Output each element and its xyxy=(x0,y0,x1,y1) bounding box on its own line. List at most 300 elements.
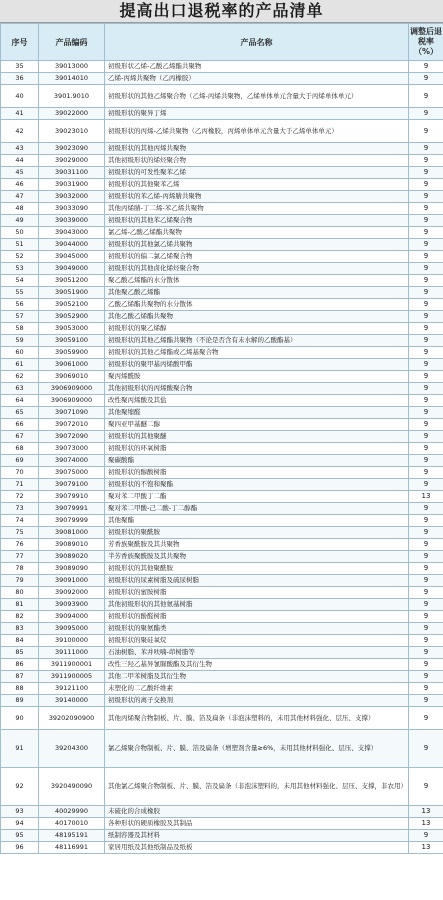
cell-rate: 9 xyxy=(409,61,443,73)
cell-code: 39089090 xyxy=(39,563,105,575)
cell-rate: 9 xyxy=(409,707,443,730)
table-row xyxy=(1,239,443,251)
cell-name: 家居用纸及其他纸制品及纸板 xyxy=(105,842,409,854)
cell-index: 84 xyxy=(1,635,39,647)
table-row xyxy=(1,227,443,239)
cell-name: 初级形状的其他苯乙烯聚合物 xyxy=(105,215,409,227)
cell-code: 3906909000 xyxy=(39,395,105,407)
table-row xyxy=(1,539,443,551)
cell-name: 聚对苯二甲酸丁二酯 xyxy=(105,491,409,503)
table-row xyxy=(1,191,443,203)
cell-code: 3906909000 xyxy=(39,383,105,395)
cell-name: 各种形状的硬质橡胶及其制品 xyxy=(105,818,409,830)
cell-name: 其他氯乙烯聚合物制板、片、膜、箔及扁条（非泡沫塑料的，未用其他材料强化、层压、支撑，非农用） xyxy=(105,768,409,806)
cell-index: 95 xyxy=(1,830,39,842)
cell-name: 其他聚缩醛 xyxy=(105,407,409,419)
header-name: 产品名称 xyxy=(105,24,409,61)
cell-index: 63 xyxy=(1,383,39,395)
cell-name: 初级形状的其他卤化烯烃聚合物 xyxy=(105,263,409,275)
cell-rate: 9 xyxy=(409,203,443,215)
cell-code: 39032000 xyxy=(39,191,105,203)
cell-code: 39053000 xyxy=(39,323,105,335)
cell-index: 50 xyxy=(1,227,39,239)
cell-code: 39121100 xyxy=(39,683,105,695)
table-row xyxy=(1,587,443,599)
cell-code: 39089020 xyxy=(39,551,105,563)
cell-index: 71 xyxy=(1,479,39,491)
cell-index: 47 xyxy=(1,191,39,203)
table-row xyxy=(1,647,443,659)
cell-rate: 9 xyxy=(409,659,443,671)
cell-rate: 9 xyxy=(409,407,443,419)
cell-name: 其他聚酯 xyxy=(105,515,409,527)
cell-code: 39052100 xyxy=(39,299,105,311)
cell-index: 68 xyxy=(1,443,39,455)
table-row xyxy=(1,395,443,407)
cell-code: 39044000 xyxy=(39,239,105,251)
cell-code: 40029990 xyxy=(39,806,105,818)
table-row xyxy=(1,431,443,443)
cell-index: 90 xyxy=(1,707,39,730)
cell-code: 39111000 xyxy=(39,647,105,659)
cell-rate: 9 xyxy=(409,311,443,323)
cell-index: 54 xyxy=(1,275,39,287)
cell-index: 94 xyxy=(1,818,39,830)
cell-rate: 9 xyxy=(409,467,443,479)
table-row xyxy=(1,108,443,120)
cell-index: 61 xyxy=(1,359,39,371)
table-row xyxy=(1,551,443,563)
cell-rate: 9 xyxy=(409,85,443,108)
cell-code: 39204300 xyxy=(39,730,105,768)
cell-code: 39081000 xyxy=(39,527,105,539)
cell-index: 70 xyxy=(1,467,39,479)
cell-code: 39075000 xyxy=(39,467,105,479)
cell-name: 初级形状的聚酰胺 xyxy=(105,527,409,539)
table-row xyxy=(1,683,443,695)
cell-code: 39095000 xyxy=(39,623,105,635)
header-rate: 调整后退税率（%） xyxy=(409,24,443,61)
cell-name: 初级形状的其他氯乙烯共聚物 xyxy=(105,239,409,251)
cell-rate: 13 xyxy=(409,806,443,818)
cell-code: 39140000 xyxy=(39,695,105,707)
table-row xyxy=(1,635,443,647)
cell-index: 73 xyxy=(1,503,39,515)
cell-code: 3920490090 xyxy=(39,768,105,806)
cell-code: 48116991 xyxy=(39,842,105,854)
cell-index: 60 xyxy=(1,347,39,359)
cell-name: 其他初级形状的烯烃聚合物 xyxy=(105,155,409,167)
cell-rate: 13 xyxy=(409,842,443,854)
cell-name: 聚对苯二甲酸-己二酸-丁二醇酯 xyxy=(105,503,409,515)
table-row xyxy=(1,120,443,143)
cell-code: 48195191 xyxy=(39,830,105,842)
cell-rate: 9 xyxy=(409,120,443,143)
cell-index: 74 xyxy=(1,515,39,527)
cell-rate: 9 xyxy=(409,275,443,287)
cell-name: 初级形状的其他乙烯聚合物（乙烯-丙烯共聚物，乙烯单体单元含量大于丙烯单体单元） xyxy=(105,85,409,108)
cell-name: 聚乙酸乙烯酯的水分散体 xyxy=(105,275,409,287)
table-row xyxy=(1,830,443,842)
cell-name: 初级形状的苯乙烯-丙烯腈共聚物 xyxy=(105,191,409,203)
cell-code: 39049000 xyxy=(39,263,105,275)
table-row xyxy=(1,842,443,854)
cell-name: 初级形状的聚氨酯类 xyxy=(105,623,409,635)
cell-rate: 9 xyxy=(409,527,443,539)
cell-code: 39072010 xyxy=(39,419,105,431)
cell-code: 39059100 xyxy=(39,335,105,347)
table-row xyxy=(1,143,443,155)
cell-rate: 9 xyxy=(409,539,443,551)
sheet-title: 提高出口退税率的产品清单 xyxy=(0,0,443,23)
table-row xyxy=(1,299,443,311)
cell-rate: 9 xyxy=(409,730,443,768)
table-row xyxy=(1,287,443,299)
table-row xyxy=(1,515,443,527)
cell-name: 初级形状的尿素树脂及硫尿树脂 xyxy=(105,575,409,587)
cell-code: 39023010 xyxy=(39,120,105,143)
cell-code: 39079910 xyxy=(39,491,105,503)
cell-name: 初级形状的其他乙烯酯共聚物（不论是否含有未水解的乙酸酯基） xyxy=(105,335,409,347)
cell-name: 氯乙烯聚合物制板、片、膜、箔及扁条（增塑剂含量≥6%，未用其他材料强化、层压、支撑） xyxy=(105,730,409,768)
cell-index: 83 xyxy=(1,623,39,635)
cell-name: 初级形状的离子交换剂 xyxy=(105,695,409,707)
cell-name: 初级形状的可发性聚苯乙烯 xyxy=(105,167,409,179)
cell-code: 39069010 xyxy=(39,371,105,383)
cell-name: 初级形状的其他丙烯共聚物 xyxy=(105,143,409,155)
cell-code: 39014010 xyxy=(39,73,105,85)
cell-name: 聚丙烯酰胺 xyxy=(105,371,409,383)
cell-code: 39074000 xyxy=(39,455,105,467)
cell-name: 纸制容器及其材料 xyxy=(105,830,409,842)
cell-rate: 9 xyxy=(409,179,443,191)
cell-index: 45 xyxy=(1,167,39,179)
cell-code: 39052900 xyxy=(39,311,105,323)
cell-name: 初级形状的其他聚醚 xyxy=(105,431,409,443)
table-row xyxy=(1,467,443,479)
table-row xyxy=(1,371,443,383)
cell-rate: 9 xyxy=(409,563,443,575)
cell-code: 39031900 xyxy=(39,179,105,191)
cell-code: 39023090 xyxy=(39,143,105,155)
cell-rate: 9 xyxy=(409,515,443,527)
table-row xyxy=(1,323,443,335)
cell-index: 62 xyxy=(1,371,39,383)
cell-index: 80 xyxy=(1,587,39,599)
cell-rate: 9 xyxy=(409,683,443,695)
cell-code: 39033090 xyxy=(39,203,105,215)
cell-index: 87 xyxy=(1,671,39,683)
table-row xyxy=(1,623,443,635)
cell-rate: 9 xyxy=(409,371,443,383)
table-row xyxy=(1,768,443,806)
cell-index: 81 xyxy=(1,599,39,611)
table-row xyxy=(1,251,443,263)
cell-rate: 13 xyxy=(409,491,443,503)
cell-name: 初级形状的聚甲基丙烯酸甲酯 xyxy=(105,359,409,371)
cell-index: 59 xyxy=(1,335,39,347)
cell-index: 51 xyxy=(1,239,39,251)
cell-code: 39051200 xyxy=(39,275,105,287)
cell-code: 39079999 xyxy=(39,515,105,527)
cell-code: 3901.9010 xyxy=(39,85,105,108)
cell-name: 初级形状的其他聚酰胺 xyxy=(105,563,409,575)
cell-rate: 9 xyxy=(409,830,443,842)
cell-code: 39100000 xyxy=(39,635,105,647)
cell-code: 39043000 xyxy=(39,227,105,239)
cell-code: 40170010 xyxy=(39,818,105,830)
cell-rate: 9 xyxy=(409,635,443,647)
cell-name: 其他乙酸乙烯酯共聚物 xyxy=(105,311,409,323)
cell-rate: 9 xyxy=(409,251,443,263)
cell-name: 初级形状的酚醛树脂 xyxy=(105,611,409,623)
cell-name: 初级形状的醇酸树脂 xyxy=(105,467,409,479)
table-row xyxy=(1,599,443,611)
cell-index: 72 xyxy=(1,491,39,503)
table-body xyxy=(1,61,443,854)
header-code: 产品编码 xyxy=(39,24,105,61)
cell-rate: 9 xyxy=(409,611,443,623)
cell-name: 氯乙烯-乙酸乙烯酯共聚物 xyxy=(105,227,409,239)
cell-name: 聚碳酸酯 xyxy=(105,455,409,467)
cell-rate: 9 xyxy=(409,299,443,311)
cell-name: 其他初级形状的其他氨基树脂 xyxy=(105,599,409,611)
cell-rate: 9 xyxy=(409,647,443,659)
table-row xyxy=(1,611,443,623)
cell-code: 39071090 xyxy=(39,407,105,419)
cell-index: 91 xyxy=(1,730,39,768)
cell-rate: 9 xyxy=(409,359,443,371)
table-row xyxy=(1,179,443,191)
table-row xyxy=(1,263,443,275)
table-row xyxy=(1,335,443,347)
table-row xyxy=(1,707,443,730)
cell-name: 乙酸乙烯酯共聚物的水分散体 xyxy=(105,299,409,311)
cell-code: 39079100 xyxy=(39,479,105,491)
cell-index: 69 xyxy=(1,455,39,467)
cell-rate: 9 xyxy=(409,671,443,683)
product-table xyxy=(0,23,443,854)
cell-rate: 9 xyxy=(409,155,443,167)
cell-index: 85 xyxy=(1,647,39,659)
cell-index: 42 xyxy=(1,120,39,143)
cell-name: 初级形状的不饱和聚酯 xyxy=(105,479,409,491)
cell-index: 66 xyxy=(1,419,39,431)
cell-code: 39059900 xyxy=(39,347,105,359)
table-row xyxy=(1,730,443,768)
cell-code: 39013000 xyxy=(39,61,105,73)
cell-name: 初级形状的聚硅氧烷 xyxy=(105,635,409,647)
cell-index: 78 xyxy=(1,563,39,575)
table-row xyxy=(1,167,443,179)
table-row xyxy=(1,695,443,707)
cell-index: 88 xyxy=(1,683,39,695)
cell-index: 44 xyxy=(1,155,39,167)
cell-name: 改性三羟乙基异氰脲酸酯及其衍生物 xyxy=(105,659,409,671)
cell-code: 39202090900 xyxy=(39,707,105,730)
cell-rate: 9 xyxy=(409,599,443,611)
cell-index: 40 xyxy=(1,85,39,108)
table-row xyxy=(1,215,443,227)
cell-rate: 9 xyxy=(409,768,443,806)
cell-index: 77 xyxy=(1,551,39,563)
table-row xyxy=(1,419,443,431)
cell-rate: 9 xyxy=(409,455,443,467)
table-row xyxy=(1,359,443,371)
table-row xyxy=(1,155,443,167)
cell-code: 39089010 xyxy=(39,539,105,551)
cell-name: 初级形状的环氧树脂 xyxy=(105,443,409,455)
cell-code: 39091000 xyxy=(39,575,105,587)
table-row xyxy=(1,818,443,830)
table-row xyxy=(1,73,443,85)
cell-name: 初级形状的其他乙烯酯或乙烯基聚合物 xyxy=(105,347,409,359)
table-row xyxy=(1,563,443,575)
cell-rate: 9 xyxy=(409,623,443,635)
cell-name: 未塑化的二乙酸纤维素 xyxy=(105,683,409,695)
cell-index: 55 xyxy=(1,287,39,299)
cell-name: 未硫化的合成橡胶 xyxy=(105,806,409,818)
cell-rate: 9 xyxy=(409,431,443,443)
cell-rate: 9 xyxy=(409,167,443,179)
cell-name: 初级形状的丙烯-乙烯共聚物（乙丙橡胶，丙烯单体单元含量大于乙烯单体单元） xyxy=(105,120,409,143)
cell-rate: 9 xyxy=(409,143,443,155)
table-row xyxy=(1,527,443,539)
cell-rate: 9 xyxy=(409,695,443,707)
cell-rate: 9 xyxy=(409,419,443,431)
cell-code: 39045000 xyxy=(39,251,105,263)
cell-rate: 9 xyxy=(409,73,443,85)
table-row xyxy=(1,311,443,323)
cell-index: 64 xyxy=(1,395,39,407)
cell-name: 初级形状的其他聚苯乙烯 xyxy=(105,179,409,191)
table-row xyxy=(1,659,443,671)
cell-rate: 9 xyxy=(409,108,443,120)
cell-rate: 9 xyxy=(409,347,443,359)
cell-code: 39092000 xyxy=(39,587,105,599)
cell-name: 其他二甲苯树脂及其衍生物 xyxy=(105,671,409,683)
cell-code: 3911900005 xyxy=(39,671,105,683)
cell-index: 53 xyxy=(1,263,39,275)
cell-name: 初级形状乙烯-乙酸乙烯酯共聚物 xyxy=(105,61,409,73)
table-row xyxy=(1,85,443,108)
cell-rate: 9 xyxy=(409,395,443,407)
cell-index: 67 xyxy=(1,431,39,443)
cell-index: 86 xyxy=(1,659,39,671)
table-row xyxy=(1,383,443,395)
table-row xyxy=(1,407,443,419)
cell-name: 半芳香族聚酰胺及其共聚物 xyxy=(105,551,409,563)
cell-name: 初级形状的聚异丁烯 xyxy=(105,108,409,120)
cell-name: 石油树脂、苯并呋喃-茚树脂等 xyxy=(105,647,409,659)
cell-index: 43 xyxy=(1,143,39,155)
cell-name: 其他聚乙酸乙烯酯 xyxy=(105,287,409,299)
cell-rate: 9 xyxy=(409,443,443,455)
cell-index: 82 xyxy=(1,611,39,623)
cell-rate: 9 xyxy=(409,263,443,275)
table-row xyxy=(1,503,443,515)
cell-code: 3911900001 xyxy=(39,659,105,671)
cell-name: 聚四亚甲基醚二醇 xyxy=(105,419,409,431)
table-row xyxy=(1,491,443,503)
cell-index: 92 xyxy=(1,768,39,806)
cell-name: 其他初级形状的丙烯酸聚合物 xyxy=(105,383,409,395)
cell-code: 39061000 xyxy=(39,359,105,371)
cell-name: 芳香族聚酰胺及其共聚物 xyxy=(105,539,409,551)
cell-index: 65 xyxy=(1,407,39,419)
table-row xyxy=(1,275,443,287)
cell-code: 39093900 xyxy=(39,599,105,611)
cell-name: 其他丙烯腈-丁二烯-苯乙烯共聚物 xyxy=(105,203,409,215)
cell-index: 79 xyxy=(1,575,39,587)
table-row xyxy=(1,671,443,683)
cell-rate: 9 xyxy=(409,323,443,335)
cell-name: 乙烯-丙烯共聚物（乙丙橡胶） xyxy=(105,73,409,85)
cell-index: 75 xyxy=(1,527,39,539)
table-row xyxy=(1,61,443,73)
cell-name: 改性聚丙烯酸及其盐 xyxy=(105,395,409,407)
cell-rate: 9 xyxy=(409,551,443,563)
cell-code: 39039000 xyxy=(39,215,105,227)
cell-rate: 9 xyxy=(409,587,443,599)
cell-rate: 9 xyxy=(409,503,443,515)
cell-code: 39079991 xyxy=(39,503,105,515)
cell-code: 39073000 xyxy=(39,443,105,455)
table-row xyxy=(1,347,443,359)
cell-rate: 9 xyxy=(409,191,443,203)
cell-name: 初级形状的偏二氯乙烯聚合物 xyxy=(105,251,409,263)
cell-index: 35 xyxy=(1,61,39,73)
cell-rate: 9 xyxy=(409,479,443,491)
cell-index: 48 xyxy=(1,203,39,215)
table-row xyxy=(1,806,443,818)
cell-index: 46 xyxy=(1,179,39,191)
cell-name: 其他丙烯聚合物制板、片、膜、箔及扁条（非泡沫塑料的，未用其他材料强化、层压、支撑） xyxy=(105,707,409,730)
table-row xyxy=(1,443,443,455)
cell-rate: 9 xyxy=(409,239,443,251)
cell-index: 57 xyxy=(1,311,39,323)
cell-index: 89 xyxy=(1,695,39,707)
table-row xyxy=(1,455,443,467)
cell-code: 39031100 xyxy=(39,167,105,179)
cell-index: 36 xyxy=(1,73,39,85)
cell-rate: 9 xyxy=(409,287,443,299)
cell-rate: 9 xyxy=(409,215,443,227)
cell-code: 39072090 xyxy=(39,431,105,443)
cell-index: 52 xyxy=(1,251,39,263)
cell-rate: 13 xyxy=(409,818,443,830)
table-row xyxy=(1,203,443,215)
cell-code: 39094000 xyxy=(39,611,105,623)
table-header-row xyxy=(1,24,443,61)
cell-index: 49 xyxy=(1,215,39,227)
cell-name: 初级形状的聚乙烯醇 xyxy=(105,323,409,335)
cell-name: 初级形状的蜜胺树脂 xyxy=(105,587,409,599)
cell-code: 39051900 xyxy=(39,287,105,299)
cell-index: 76 xyxy=(1,539,39,551)
header-index: 序号 xyxy=(1,24,39,61)
cell-code: 39029000 xyxy=(39,155,105,167)
cell-index: 58 xyxy=(1,323,39,335)
cell-index: 96 xyxy=(1,842,39,854)
cell-index: 93 xyxy=(1,806,39,818)
cell-rate: 9 xyxy=(409,383,443,395)
cell-rate: 9 xyxy=(409,335,443,347)
table-row xyxy=(1,575,443,587)
cell-rate: 9 xyxy=(409,575,443,587)
cell-rate: 9 xyxy=(409,227,443,239)
cell-code: 39022000 xyxy=(39,108,105,120)
